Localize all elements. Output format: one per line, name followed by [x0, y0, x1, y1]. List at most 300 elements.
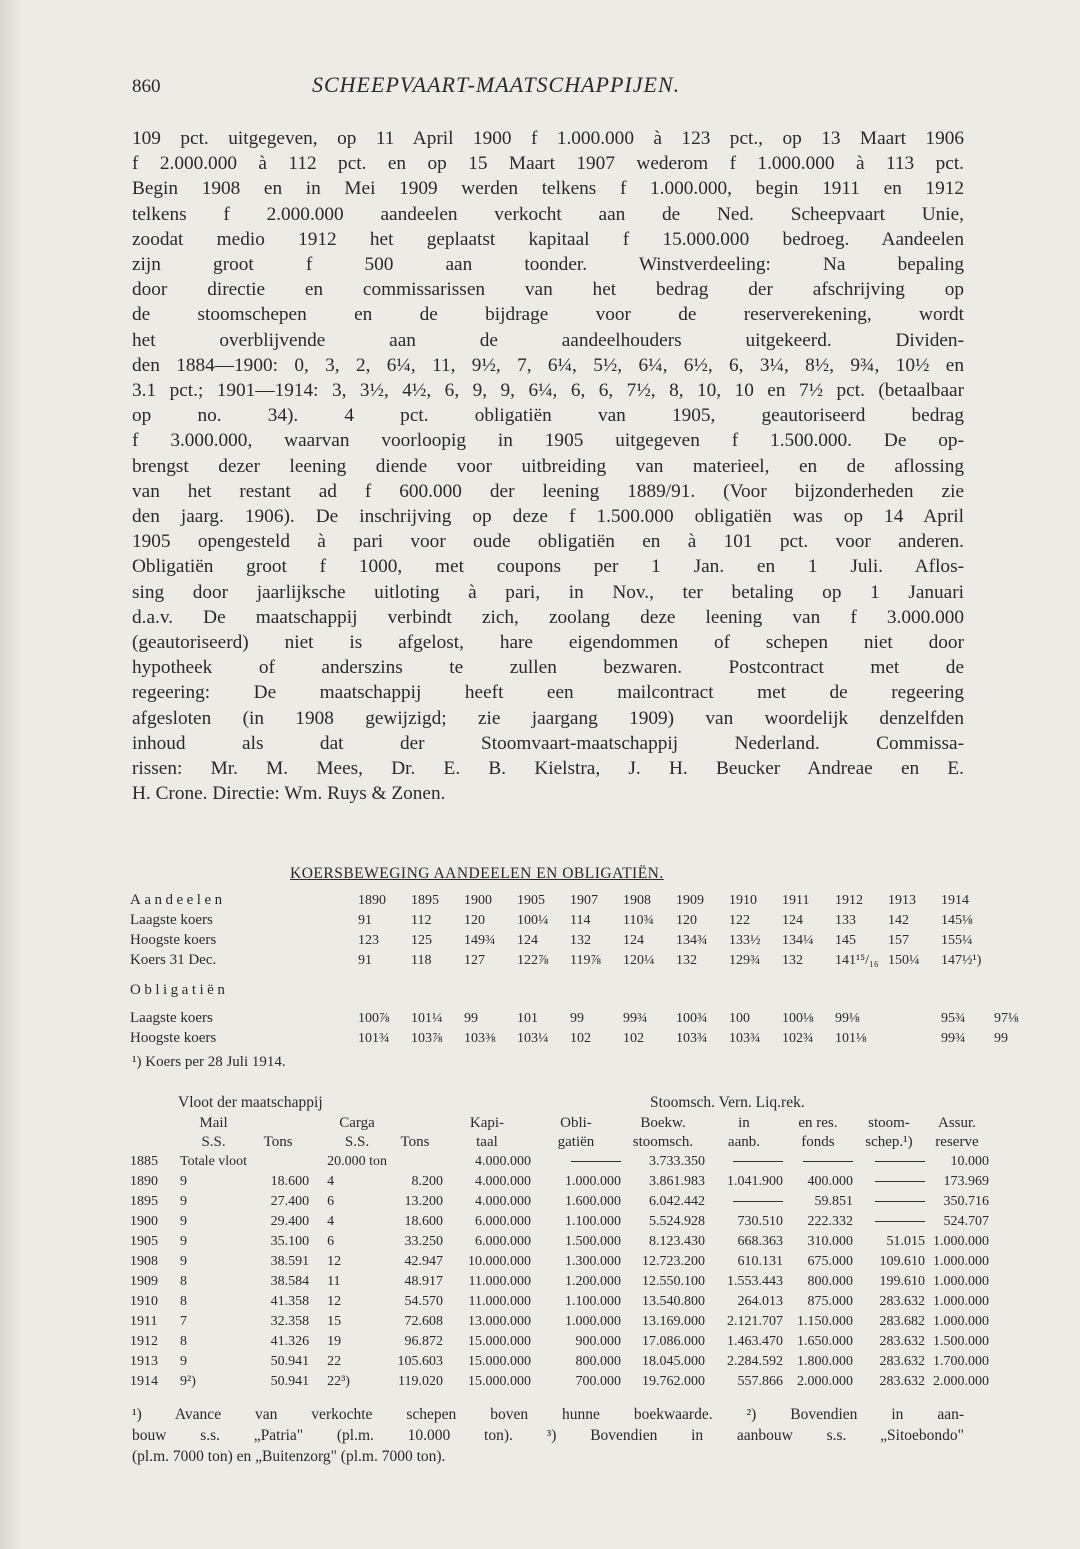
footnote-line: (pl.m. 7000 ton) en „Buitenzorg" (pl.m. 7000 ton).	[132, 1448, 446, 1465]
table-cell: 9²)	[180, 1374, 196, 1389]
body-line: f 3.000.000, waarvan voorloopig in 1905 uitgegeven f 1.500.000. De op-	[132, 430, 964, 452]
table-cell: 8	[180, 1294, 187, 1309]
table-cell: 4	[327, 1214, 335, 1229]
table-cell: 1912	[130, 1334, 158, 1349]
table-row	[130, 1192, 989, 1212]
table-row	[130, 1352, 989, 1372]
table-cell: 1.650.000	[796, 1334, 853, 1349]
table-cell: 1900	[130, 1214, 158, 1229]
table-cell: 91	[358, 952, 372, 968]
table-cell: 100⅛	[782, 1010, 814, 1026]
table-row	[130, 980, 1047, 1000]
table-cell: 35.100	[270, 1234, 310, 1249]
table-cell: 400.000	[807, 1174, 853, 1189]
table-row	[130, 1172, 989, 1192]
table-cell: 1.463.470	[726, 1334, 783, 1349]
body-line: door directie en commissarissen van het bedrag der afschrijving op	[132, 279, 964, 301]
table-row	[130, 1008, 1047, 1028]
table-row	[130, 1232, 989, 1252]
column-header: Tons	[400, 1134, 430, 1150]
body-line: den jaarg. 1906). De inschrijving op deze f 1.500.000 obligatiën was op 14 April	[132, 506, 964, 528]
table-cell: 675.000	[807, 1254, 853, 1269]
table-cell: 668.363	[737, 1234, 783, 1249]
table-cell: 50.941	[270, 1374, 310, 1389]
table-cell: 199.610	[879, 1274, 925, 1289]
table-cell: 124	[782, 912, 803, 928]
table-cell: 147½¹)	[941, 952, 982, 968]
table-cell: 1.200.000	[564, 1274, 621, 1289]
body-line: zoodat medio 1912 het geplaatst kapitaal f 15.000.000 bedroeg. Aandeelen	[132, 228, 964, 250]
dash-mark	[733, 1201, 783, 1202]
table-cell: 38.584	[270, 1274, 310, 1289]
table-cell: 12	[327, 1254, 342, 1269]
table-cell: 110¾	[623, 912, 654, 928]
footnote-line: bouw s.s. „Patria" (pl.m. 10.000 ton). ³) Bovendien in aanbouw s.s. „Sitoebondo"	[132, 1427, 964, 1444]
dash-mark	[571, 1161, 621, 1162]
year-header: 1890	[358, 892, 386, 908]
table-cell: 27.400	[270, 1194, 310, 1209]
row-label: Obligatiën	[130, 981, 229, 998]
table-cell: 41.358	[270, 1294, 310, 1309]
table-cell: 283.632	[879, 1354, 925, 1369]
table-cell: 99¾	[941, 1030, 966, 1046]
column-header: stoomsch.	[632, 1134, 694, 1150]
table-row	[130, 910, 1047, 930]
table-cell: 730.510	[737, 1214, 783, 1229]
dash-mark	[875, 1201, 925, 1202]
spacer-cell	[130, 970, 358, 980]
table-cell: 222.332	[807, 1214, 853, 1229]
table-row	[130, 1152, 989, 1172]
column-header: reserve	[935, 1134, 979, 1150]
table-cell: 103¾	[729, 1030, 761, 1046]
dash-mark	[875, 1161, 925, 1162]
dash-mark	[875, 1221, 925, 1222]
table-cell: 122⅞	[517, 952, 549, 968]
body-line: de stoomschepen en de bijdrage voor de reserverekening, wordt	[132, 304, 964, 326]
table-row	[130, 950, 1047, 970]
table-cell	[853, 1212, 925, 1232]
table-cell: 119.020	[397, 1374, 443, 1389]
table-cell: 9	[180, 1234, 187, 1249]
table-cell: 6	[327, 1234, 335, 1249]
table-cell: 109.610	[879, 1254, 925, 1269]
table-cell: 1.800.000	[796, 1354, 853, 1369]
table-cell	[888, 1008, 941, 1028]
table-cell: 350.716	[943, 1194, 989, 1209]
column-header: Carga	[339, 1115, 375, 1131]
footnote-line: ¹) Avance van verkochte schepen boven hunne boekwaarde. ²) Bovendien in aan-	[132, 1406, 964, 1423]
table-cell: 50.941	[270, 1354, 310, 1369]
table-cell: 155¼	[941, 932, 973, 948]
table-cell: 133½	[729, 932, 761, 948]
body-line: hypotheek of anderszins te zullen bezwaren. Postcontract met de	[132, 657, 964, 679]
table-cell: 100¼	[517, 912, 549, 928]
table-cell: 1.000.000	[932, 1314, 989, 1329]
table-cell: 13.200	[404, 1194, 443, 1209]
column-header: Kapi-	[469, 1115, 505, 1131]
vloot-table-title: Vloot der maatschappij	[178, 1094, 323, 1111]
column-header: Obli-	[560, 1115, 592, 1131]
table-cell: 18.045.000	[641, 1354, 705, 1369]
table-cell: 1.700.000	[932, 1354, 989, 1369]
page-number: 860	[132, 76, 161, 97]
column-header: gatiën	[557, 1134, 595, 1150]
table-cell: 9	[180, 1194, 187, 1209]
table-row	[130, 1332, 989, 1352]
table-cell: 99¾	[623, 1010, 648, 1026]
table-cell: 133	[835, 912, 856, 928]
body-line: op no. 34). 4 pct. obligatiën van 1905, geautoriseerd bedrag	[132, 405, 964, 427]
body-line: inhoud als dat der Stoomvaart-maatschappij Nederland. Commissa-	[132, 732, 964, 754]
row-label: Hoogste koers	[130, 1029, 217, 1046]
table-cell: 283.632	[879, 1374, 925, 1389]
table-cell: 125	[411, 932, 432, 948]
spacer-cell	[130, 1000, 358, 1008]
table-cell: 1.000.000	[564, 1314, 621, 1329]
body-line: H. Crone. Directie: Wm. Ruys & Zonen.	[132, 783, 446, 805]
table-cell: 72.608	[404, 1314, 443, 1329]
table-cell	[888, 1028, 941, 1048]
table-cell: 129¾	[729, 952, 761, 968]
table-header-row	[130, 1114, 989, 1133]
body-line: zijn groot f 500 aan toonder. Winstverdeeling: Na bepaling	[132, 254, 964, 276]
table-cell: 700.000	[575, 1374, 621, 1389]
column-header: S.S.	[201, 1134, 226, 1150]
table-cell: 12.723.200	[641, 1254, 705, 1269]
table-spacer	[130, 970, 1047, 980]
table-cell: 1911	[130, 1314, 158, 1329]
body-line: 3.1 pct.; 1901—1914: 3, 3½, 4½, 6, 9, 9, 6¼, 6, 6, 7½, 8, 10, 10 en 7½ pct. (betaalbaar	[132, 380, 964, 402]
table-cell: 91	[358, 912, 372, 928]
table-cell: 11.000.000	[468, 1274, 531, 1289]
table-cell: 132	[676, 952, 697, 968]
column-header: schep.¹)	[865, 1134, 913, 1150]
table-cell: 100¾	[676, 1010, 708, 1026]
table-cell: 19.762.000	[641, 1374, 705, 1389]
table-cell: 96.872	[404, 1334, 443, 1349]
column-header: Mail	[199, 1115, 228, 1131]
table-cell: 6	[327, 1194, 335, 1209]
table-cell: 11	[327, 1274, 341, 1289]
table-cell: 12.550.100	[641, 1274, 705, 1289]
table-cell: 1910	[130, 1294, 158, 1309]
table-cell: 557.866	[737, 1374, 783, 1389]
table-row	[130, 1292, 989, 1312]
table-cell: 1914	[130, 1374, 158, 1389]
table-cell: 2.284.592	[726, 1354, 783, 1369]
table-row	[130, 1372, 989, 1392]
body-line: d.a.v. De maatschappij verbindt zich, zoolang deze leening van f 3.000.000	[132, 606, 964, 628]
table-cell: 15.000.000	[467, 1354, 531, 1369]
table-cell: 15.000.000	[467, 1374, 531, 1389]
table-header-row	[130, 1133, 989, 1152]
table-cell: 103⅞	[411, 1030, 443, 1046]
table-cell: 33.250	[404, 1234, 443, 1249]
table-cell: 102	[623, 1030, 644, 1046]
table-cell: 145	[835, 932, 856, 948]
table-cell: 283.632	[879, 1294, 925, 1309]
vloot-footnotes	[132, 1404, 964, 1467]
table-cell: 1.041.900	[726, 1174, 783, 1189]
table-row	[130, 1028, 1047, 1048]
table-cell: 114	[570, 912, 591, 928]
body-line: afgesloten (in 1908 gewijzigd; zie jaargang 1909) van woordelijk denzelfden	[132, 707, 964, 729]
table-cell: 18.600	[404, 1214, 443, 1229]
table-row	[130, 930, 1047, 950]
table-cell: 42.947	[404, 1254, 443, 1269]
table-cell: 1908	[130, 1254, 158, 1269]
table-cell: 59.851	[814, 1194, 853, 1209]
table-cell: 1.100.000	[564, 1214, 621, 1229]
table-cell: 97⅛	[994, 1010, 1019, 1026]
table-cell: 32.358	[270, 1314, 310, 1329]
year-header: 1913	[888, 892, 916, 908]
table-cell: 99	[464, 1010, 478, 1026]
table-cell: 8.200	[411, 1174, 443, 1189]
table-cell: 800.000	[807, 1274, 853, 1289]
table-cell: 22³)	[327, 1374, 350, 1389]
table-cell	[783, 1152, 853, 1172]
table-cell: Totale vloot	[180, 1154, 248, 1169]
table-cell: 5.524.928	[648, 1214, 705, 1229]
body-line: (geautoriseerd) niet is afgelost, hare eigendommen of schepen niet door	[132, 632, 964, 654]
table-cell: 2.000.000	[932, 1374, 989, 1389]
table-cell: 103¼	[517, 1030, 549, 1046]
table-cell: 283.682	[879, 1314, 925, 1329]
body-line: f 2.000.000 à 112 pct. en op 15 Maart 1907 wederom f 1.000.000 à 113 pct.	[132, 153, 964, 175]
year-header: 1911	[782, 892, 810, 908]
table-cell: 1.000.000	[932, 1234, 989, 1249]
table-cell: 20.000 ton	[327, 1154, 387, 1169]
table-cell: 9	[180, 1354, 187, 1369]
year-header: 1907	[570, 892, 598, 908]
table-cell: 9	[180, 1174, 187, 1189]
table-cell: 112	[411, 912, 432, 928]
page-header	[132, 72, 964, 106]
table-cell	[531, 1152, 621, 1172]
table-cell: 145⅛	[941, 912, 973, 928]
dash-mark	[803, 1161, 853, 1162]
row-label: Hoogste koers	[130, 931, 217, 948]
table-cell: 875.000	[807, 1294, 853, 1309]
table-cell: 51.015	[886, 1234, 925, 1249]
table-cell: 1.100.000	[564, 1294, 621, 1309]
table-spacer	[130, 1000, 1047, 1008]
table-cell: 17.086.000	[641, 1334, 705, 1349]
table-cell	[387, 1152, 443, 1172]
table-cell: 100	[729, 1010, 750, 1026]
koers-footnote: ¹) Koers per 28 Juli 1914.	[132, 1054, 286, 1070]
table-cell: 1.553.443	[726, 1274, 783, 1289]
table-cell: 41.326	[270, 1334, 310, 1349]
table-cell: 6.042.442	[648, 1194, 705, 1209]
table-cell: 134¾	[676, 932, 708, 948]
body-line: Begin 1908 en in Mei 1909 werden telkens f 1.000.000, begin 1911 en 1912	[132, 178, 964, 200]
table-cell: 100⅞	[358, 1010, 390, 1026]
body-line: telkens f 2.000.000 aandeelen verkocht aan de Ned. Scheepvaart Unie,	[132, 203, 964, 225]
table-cell: 95¾	[941, 1010, 966, 1026]
table-cell: 173.969	[943, 1174, 989, 1189]
table-row	[130, 1212, 989, 1232]
table-cell: 610.131	[737, 1254, 783, 1269]
table-cell: 120¼	[623, 952, 655, 968]
table-cell: 103¾	[676, 1030, 708, 1046]
table-cell: 101¾	[358, 1030, 390, 1046]
table-cell: 6.000.000	[474, 1234, 531, 1249]
year-header: 1914	[941, 892, 969, 908]
table-cell: 1890	[130, 1174, 158, 1189]
table-cell: 1.500.000	[932, 1334, 989, 1349]
table-cell: 22	[327, 1354, 342, 1369]
table-cell: 1.000.000	[932, 1274, 989, 1289]
table-cell: 13.000.000	[467, 1314, 531, 1329]
table-cell: 8	[180, 1334, 187, 1349]
table-cell: 8.123.430	[648, 1234, 705, 1249]
table-cell: 1905	[130, 1234, 158, 1249]
table-cell: 7	[180, 1314, 187, 1329]
table-cell: 283.632	[879, 1334, 925, 1349]
table-cell: 15.000.000	[467, 1334, 531, 1349]
year-header: 1908	[623, 892, 651, 908]
table-cell: 4.000.000	[474, 1194, 531, 1209]
body-line: Obligatiën groot f 1000, met coupons per 1 Jan. en 1 Juli. Aflos-	[132, 556, 964, 578]
table-cell: 99	[570, 1010, 584, 1026]
table-cell: 8	[180, 1274, 187, 1289]
column-header	[387, 1114, 443, 1133]
column-header: fonds	[801, 1134, 835, 1150]
column-header: Assur.	[937, 1115, 976, 1131]
table-cell: 150¼	[888, 952, 920, 968]
table-cell: 524.707	[943, 1214, 989, 1229]
body-line: regeering: De maatschappij heeft een mailcontract met de regeering	[132, 682, 964, 704]
table-cell: 4.000.000	[474, 1154, 531, 1169]
table-cell: 149¾	[464, 932, 496, 948]
table-cell: 12	[327, 1294, 342, 1309]
table-row	[130, 1252, 989, 1272]
column-header: stoom-	[868, 1115, 910, 1131]
table-row	[130, 1312, 989, 1332]
body-line: sing door jaarlijksche uitloting à pari, in Nov., ter betaling op 1 Januari	[132, 581, 964, 603]
table-cell: 1913	[130, 1354, 158, 1369]
body-line: brengst dezer leening diende voor uitbreiding van materieel, en de aflossing	[132, 455, 964, 477]
column-header	[247, 1114, 309, 1133]
table-cell: 6.000.000	[474, 1214, 531, 1229]
table-cell: 124	[623, 932, 644, 948]
table-cell: 4	[327, 1174, 335, 1189]
table-cell: 48.917	[404, 1274, 443, 1289]
table-cell: 99⅛	[835, 1010, 860, 1026]
table-cell: 13.540.800	[641, 1294, 705, 1309]
table-cell: 10.000.000	[467, 1254, 531, 1269]
body-line: het overblijvende aan de aandeelhouders uitgekeerd. Dividen-	[132, 329, 964, 351]
table-cell: 118	[411, 952, 432, 968]
table-cell: 141¹⁵/₁₆	[835, 952, 879, 968]
vloot-table-right-title: Stoomsch. Vern. Liq.rek.	[650, 1094, 805, 1111]
row-label: Laagste koers	[130, 1009, 213, 1026]
table-cell: 54.570	[404, 1294, 443, 1309]
table-cell: 18.600	[270, 1174, 310, 1189]
table-cell: 134¼	[782, 932, 814, 948]
table-cell: 120	[676, 912, 697, 928]
table-cell: 132	[782, 952, 803, 968]
column-header: Tons	[263, 1134, 293, 1150]
table-cell: 38.591	[270, 1254, 310, 1269]
year-header: 1905	[517, 892, 545, 908]
dash-mark	[875, 1181, 925, 1182]
table-cell: 105.603	[397, 1354, 443, 1369]
table-cell: 1.000.000	[932, 1294, 989, 1309]
body-line: 1905 opengesteld à pari voor oude obligatiën en à 101 pct. voor anderen.	[132, 531, 964, 553]
column-header: taal	[476, 1134, 498, 1150]
column-header	[130, 1133, 180, 1152]
table-cell: 99	[994, 1030, 1008, 1046]
table-cell: 101¼	[411, 1010, 443, 1026]
body-line: 109 pct. uitgegeven, op 11 April 1900 f 1.000.000 à 123 pct., op 13 Maart 1906	[132, 128, 964, 149]
koers-table-title: KOERSBEWEGING AANDEELEN EN OBLIGATIËN.	[290, 865, 664, 882]
year-header: 1895	[411, 892, 439, 908]
row-label: Koers 31 Dec.	[130, 951, 217, 968]
column-header	[130, 1114, 180, 1133]
table-cell: 1.000.000	[564, 1174, 621, 1189]
column-header: en res.	[798, 1115, 838, 1131]
table-cell	[853, 1172, 925, 1192]
year-header: 1912	[835, 892, 863, 908]
table-cell: 15	[327, 1314, 342, 1329]
table-cell: 1.300.000	[564, 1254, 621, 1269]
table-cell: 13.169.000	[641, 1314, 705, 1329]
body-line: rissen: Mr. M. Mees, Dr. E. B. Kielstra, J. H. Beucker Andreae en E.	[132, 758, 964, 780]
column-header: S.S.	[344, 1134, 370, 1150]
table-cell: 10.000	[950, 1154, 989, 1169]
table-cell: 4.000.000	[474, 1174, 531, 1189]
table-cell	[853, 1192, 925, 1212]
year-header: 1900	[464, 892, 492, 908]
table-cell: 122	[729, 912, 750, 928]
column-header: in	[738, 1115, 750, 1131]
table-cell: 800.000	[575, 1354, 621, 1369]
table-cell: 1.600.000	[564, 1194, 621, 1209]
table-cell: 1.150.000	[796, 1314, 853, 1329]
table-cell: 103⅜	[464, 1030, 496, 1046]
table-cell: 120	[464, 912, 485, 928]
page-binding-edge	[0, 0, 22, 1549]
table-cell: 1885	[130, 1154, 158, 1169]
table-cell: 101⅛	[835, 1030, 867, 1046]
table-cell: 1.500.000	[564, 1234, 621, 1249]
table-row	[130, 890, 1047, 910]
year-header: 1909	[676, 892, 704, 908]
vloot-table	[130, 1114, 989, 1392]
table-cell	[247, 1152, 309, 1172]
column-header: Boekw.	[640, 1115, 686, 1131]
table-cell: 900.000	[575, 1334, 621, 1349]
table-cell: 123	[358, 932, 379, 948]
table-cell: 1895	[130, 1194, 158, 1209]
body-line: van het restant ad f 600.000 der leening 1889/91. (Voor bijzonderheden zie	[132, 480, 964, 502]
table-cell	[705, 1152, 783, 1172]
column-header: aanb.	[727, 1134, 760, 1150]
year-header: 1910	[729, 892, 757, 908]
table-cell	[853, 1152, 925, 1172]
row-label: Aandeelen	[130, 891, 226, 908]
table-cell: 142	[888, 912, 909, 928]
table-cell: 102	[570, 1030, 591, 1046]
table-cell: 157	[888, 932, 909, 948]
table-cell: 19	[327, 1334, 342, 1349]
table-cell: 9	[180, 1254, 187, 1269]
table-cell: 119⅞	[570, 952, 601, 968]
